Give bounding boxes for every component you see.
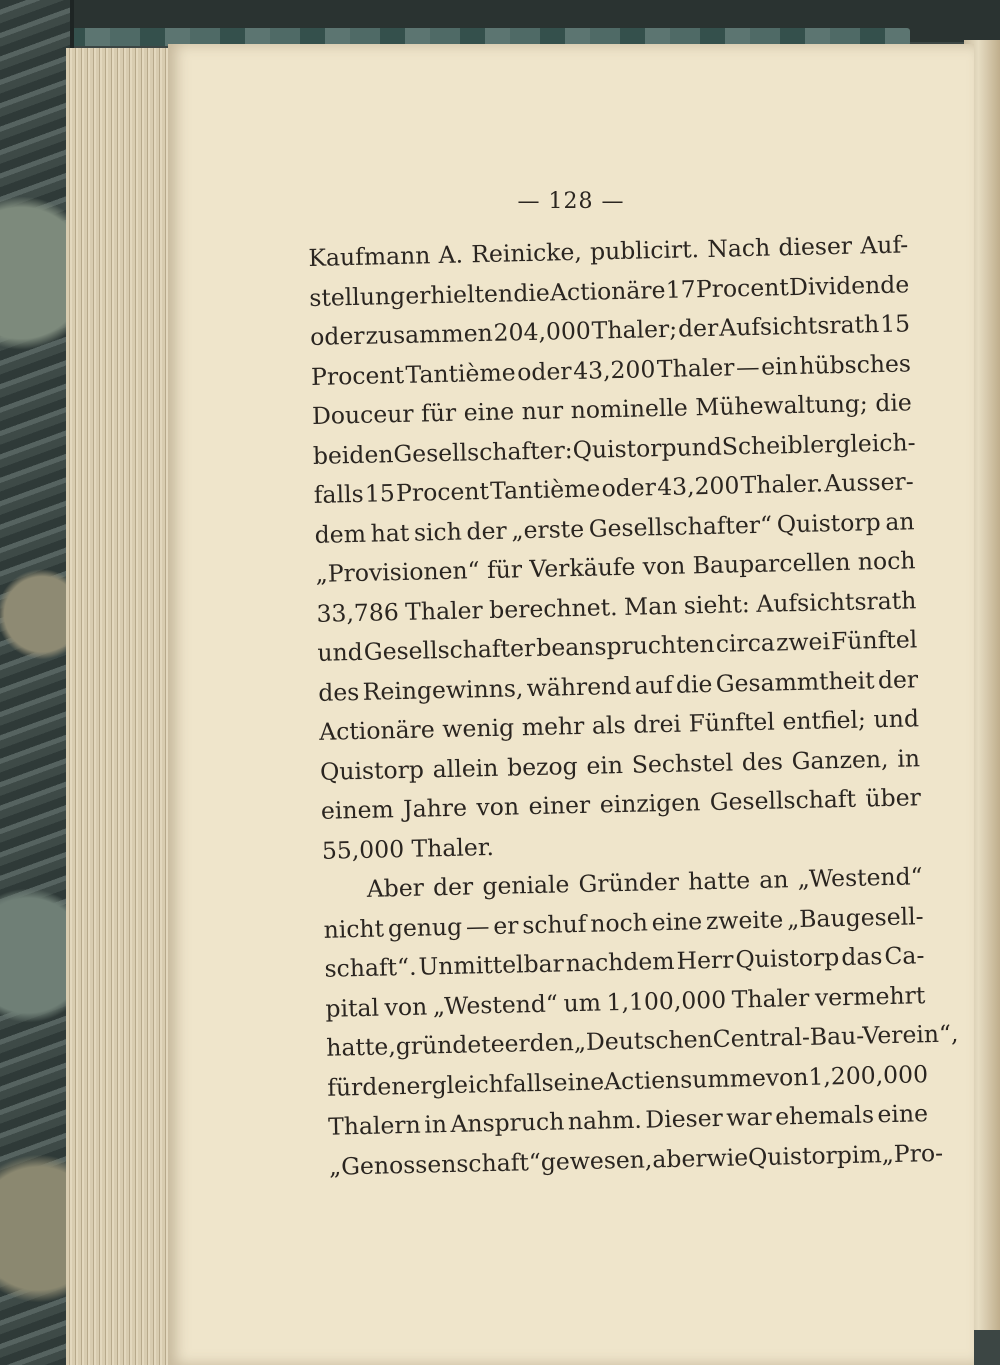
word: Reingewinns, [362,673,524,706]
word: um [563,988,602,1017]
word: Ausser- [824,467,914,498]
word: dieser [778,231,853,262]
word: stellung [309,281,406,312]
marbled-cover [0,0,74,1365]
word: im [851,1139,883,1169]
word: Anspruch [450,1107,565,1138]
word: sieht: [683,589,751,620]
word: 43,200 [656,471,740,502]
word: Thaler [404,595,484,626]
word: von [765,1062,809,1092]
word: Tantième [489,474,601,505]
text-line: 55,000 Thaler. [321,832,495,865]
word: und [317,637,364,667]
word: des [317,677,360,707]
word: er [406,1070,432,1100]
word: einem [320,795,395,825]
word: für [420,398,457,428]
word: Procent [395,476,490,508]
word: mehr [521,711,585,742]
word: zweite [705,904,784,935]
word: er [492,910,519,940]
word: Fünftel [688,707,776,738]
word: „Provisionen“ [315,556,480,588]
word: nominelle [570,393,689,425]
word: von [476,792,520,822]
word: Verkäufe [529,552,636,584]
word: Gründer [578,867,680,899]
word: Aber [366,873,425,903]
word: Reinicke, [470,237,583,269]
word: zwei [775,627,831,657]
word: wenig [442,713,515,744]
word: zusammen [365,318,493,350]
word: das [840,942,883,972]
word: nur [521,396,564,426]
word: wie [706,1142,749,1172]
word: Procent [695,272,790,303]
word: er [504,1029,531,1058]
word: ein [586,750,624,780]
word: eine [553,1067,605,1097]
word: Sechstel [631,747,734,779]
word: Scheibler [721,429,836,461]
word: 33,786 [316,597,400,628]
word: Aufsichtsrath [755,585,917,618]
word: schaft“. [324,952,417,983]
word: Kaufmann [308,241,431,272]
word: hatte [687,866,751,896]
word: während [526,671,632,702]
word: genug [387,912,463,942]
word: Fünftel [830,625,918,656]
word: circa [715,628,776,658]
word: Ca- [884,941,925,971]
word: Nach [706,233,771,263]
word: „Genossenschaft“ [328,1147,542,1181]
word: — [735,352,760,381]
word: „Deutschen [573,1025,714,1057]
word: eine [877,1099,929,1129]
word: nachdem [565,946,675,978]
word: nahm. [567,1105,643,1136]
word: „Baugesell- [786,901,924,933]
word: ehemals [774,1100,875,1131]
word: 204,000 [493,316,592,347]
word: gründete [395,1029,505,1061]
word: die [675,669,713,699]
word: eine [463,397,515,427]
word: A. [438,240,464,270]
word: von [384,991,428,1021]
word: beiden [312,439,394,470]
word: oder [309,321,365,351]
word: 17 [665,274,696,304]
word: gleichfalls [431,1068,554,1099]
word: Actiensumme [603,1063,767,1095]
word: 1,100,000 [606,985,727,1016]
word: drei [632,709,682,739]
word: an [884,506,915,536]
word: Mühewaltung; [694,389,869,422]
word: Aufsichtsrath [718,310,880,342]
word: bezog [506,751,578,782]
word: Jahre [402,793,468,823]
word: oder [516,356,572,386]
word: Man [623,591,678,621]
word: sich [413,517,463,547]
word: Auf- [859,230,909,260]
word: ein [760,351,798,381]
word: Thaler. [740,469,824,500]
page-number: — 128 — [517,189,625,214]
word: der [877,664,919,694]
word: erhielten [405,278,514,310]
word: Bauparcellen [692,547,851,580]
word: war [725,1102,772,1132]
word: Quistorp [735,943,840,974]
word: 15 [364,479,396,508]
word: dem [314,519,367,549]
page-block-edges [66,48,184,1365]
word: vermehrt [814,980,926,1012]
word: „Westend“ [432,989,559,1020]
word: gewesen, [540,1144,653,1176]
word: Central-Bau-Verein“, [712,1019,959,1054]
word: und [873,704,920,734]
word: Quistorp [776,507,881,538]
word: in [896,743,921,773]
word: publicirt. [589,235,700,266]
word: — [465,911,490,941]
word: einer [528,790,591,821]
word: die [875,388,913,418]
word: 15 [879,309,911,339]
word: Actionäre [318,715,436,746]
word: pital [325,993,380,1023]
word: allein [432,753,499,783]
word: Unmittelbar [418,949,565,981]
word: hatte, [326,1032,397,1062]
word: als [591,710,626,740]
word: entfiel; [782,705,867,736]
word: auf [634,670,673,700]
word: Procent [310,360,405,391]
word: berechnet. [488,592,618,624]
word: des [741,746,784,776]
word: hübsches [798,348,912,380]
word: aber [652,1143,707,1173]
word: den [362,1071,407,1101]
word: nicht [323,913,385,944]
word: geniale [482,870,570,901]
word: Gesellschaft [709,784,857,817]
word: die [512,278,551,307]
word: Gesammtheit [715,665,875,698]
word: Dividende [788,269,910,301]
word: gleich- [834,427,916,458]
word: Thaler; [591,314,678,345]
word: von [642,551,686,581]
word: Dieser [645,1103,724,1134]
word: schuf [521,909,587,939]
word: über [865,783,922,813]
word: Ganzen, [791,744,889,775]
word: an [758,865,789,894]
word: eine [651,906,703,936]
word: „Pro- [881,1138,944,1168]
word: und [676,432,723,462]
word: Gesellschafter: [393,435,573,468]
book-page [168,44,974,1365]
word: 43,200 [572,354,656,385]
word: noch [589,907,649,938]
word: der [466,516,507,545]
word: beanspruchten [535,629,715,662]
word: Thaler [731,983,810,1014]
word: der [677,313,719,343]
word: Quistorp [747,1140,853,1171]
word: Gesellschafter“ [588,510,773,543]
word: Actionäre [549,275,666,307]
word: Quistorp [319,755,425,786]
word: Quistorp [572,433,677,464]
word: Thaler [656,352,735,383]
word: falls [313,479,364,509]
word: Thalern [327,1110,422,1141]
word: den [529,1028,575,1058]
word: Herr [676,945,734,975]
word: in [423,1110,448,1139]
word: für [326,1072,363,1102]
word: einzigen [599,788,701,819]
word: „erste [511,514,585,544]
word: Gesellschafter [363,633,536,666]
word: 1,200,000 [808,1059,929,1091]
word: hat [370,518,410,548]
word: für [486,555,523,585]
word: „Westend“ [797,862,923,894]
word: Tantième [405,357,516,389]
word: der [432,872,474,902]
word: oder [601,473,657,503]
word: Douceur [311,399,414,430]
word: noch [857,546,916,576]
page-text [308,225,959,1186]
